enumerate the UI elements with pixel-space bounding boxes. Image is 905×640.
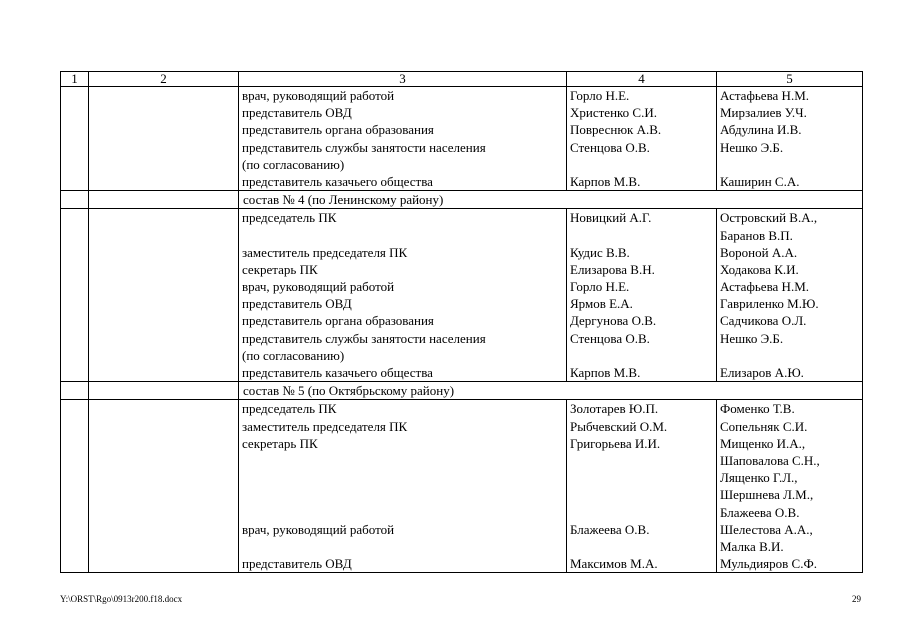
- role-cell: [239, 209, 567, 382]
- section-empty-cell: [89, 382, 239, 400]
- role-line: представитель ОВД: [242, 105, 352, 121]
- member-cell: [567, 400, 717, 573]
- deputy-line: Елизаров А.Ю.: [720, 365, 804, 381]
- empty-cell: [89, 87, 239, 191]
- deputy-line: Вороной А.А.: [720, 244, 798, 260]
- number-cell: [61, 209, 89, 382]
- deputy-line: Лященко Г.Л.,: [720, 470, 798, 486]
- role-line: представитель службы занятости населения: [242, 139, 486, 155]
- role-line: [242, 504, 563, 521]
- role-line: представитель ОВД: [242, 296, 352, 312]
- section-num-cell: [61, 191, 89, 209]
- deputy-line: Нешко Э.Б.: [720, 330, 784, 346]
- member-line: Максимов М.А.: [570, 556, 658, 572]
- role-line: [242, 538, 563, 555]
- role-line: врач, руководящий работой: [242, 279, 395, 295]
- role-line: секретарь ПК: [242, 435, 318, 451]
- member-line: [570, 227, 713, 244]
- member-line: Стенцова О.В.: [570, 330, 650, 346]
- role-line: председатель ПК: [242, 210, 337, 226]
- member-line: Карпов М.В.: [570, 173, 641, 189]
- role-line: (по согласованию): [242, 347, 345, 363]
- member-line: Григорьева И.И.: [570, 435, 661, 451]
- member-line: Елизарова В.Н.: [570, 261, 655, 277]
- role-line: врач, руководящий работой: [242, 88, 395, 103]
- deputy-line: Шаповалова С.Н.,: [720, 452, 820, 468]
- deputy-line: Абдулина И.В.: [720, 122, 802, 138]
- role-line: [242, 469, 563, 486]
- footer-file-path: Y:\ORST\Rgo\0913r200.f18.docx: [60, 594, 183, 604]
- header-row: [61, 72, 863, 87]
- role-line: заместитель председателя ПК: [242, 244, 408, 260]
- role-line: представитель органа образования: [242, 313, 434, 329]
- member-cell: [567, 209, 717, 382]
- role-line: секретарь ПК: [242, 261, 318, 277]
- role-line: врач, руководящий работой: [242, 521, 395, 537]
- role-line: (по согласованию): [242, 156, 345, 172]
- member-line: Новицкий А.Г.: [570, 210, 652, 226]
- section-num-cell: [61, 382, 89, 400]
- deputy-line: [720, 347, 859, 364]
- role-line: представитель ОВД: [242, 556, 352, 572]
- member-line: Блажеева О.В.: [570, 521, 650, 537]
- deputy-line: Мульдияров С.Ф.: [720, 556, 817, 572]
- deputy-line: Ходакова К.И.: [720, 261, 799, 277]
- deputy-cell: [717, 400, 863, 573]
- deputy-line: Блажеева О.В.: [720, 504, 800, 520]
- commission-block-row: [61, 209, 863, 382]
- member-line: [570, 469, 713, 486]
- role-line: заместитель председателя ПК: [242, 418, 408, 434]
- role-cell: [239, 87, 567, 191]
- member-line: [570, 504, 713, 521]
- deputy-line: Малка В.И.: [720, 538, 784, 554]
- header-cell-5: 5: [717, 72, 863, 87]
- section-row: [61, 191, 863, 209]
- deputy-line: Мищенко И.А.,: [720, 435, 806, 451]
- section-row: [61, 382, 863, 400]
- role-line: председатель ПК: [242, 401, 337, 417]
- member-line: Горло Н.Е.: [570, 88, 630, 103]
- member-line: [570, 538, 713, 555]
- member-line: Карпов М.В.: [570, 365, 641, 381]
- role-line: [242, 452, 563, 469]
- member-line: Повреснюк А.В.: [570, 122, 662, 138]
- deputy-cell: [717, 209, 863, 382]
- deputy-line: [720, 156, 859, 173]
- section-title: состав № 5 (по Октябрьскому району): [239, 382, 863, 400]
- deputy-line: Островский В.А.,: [720, 210, 818, 226]
- header-cell-3: 3: [239, 72, 567, 87]
- footer-page-number: 29: [852, 594, 861, 604]
- deputy-line: Баранов В.П.: [720, 227, 793, 243]
- role-line: представитель органа образования: [242, 122, 434, 138]
- deputy-line: Садчикова О.Л.: [720, 313, 807, 329]
- role-line: [242, 486, 563, 503]
- deputy-line: Шершнева Л.М.,: [720, 487, 814, 503]
- header-cell-4: 4: [567, 72, 717, 87]
- deputy-line: Астафьева Н.М.: [720, 279, 810, 295]
- member-line: Христенко С.И.: [570, 105, 657, 121]
- number-cell: [61, 400, 89, 573]
- member-cell: [567, 87, 717, 191]
- role-line: представитель службы занятости населения: [242, 330, 486, 346]
- member-line: Дергунова О.В.: [570, 313, 657, 329]
- number-cell: [61, 87, 89, 191]
- section-empty-cell: [89, 191, 239, 209]
- role-line: [242, 227, 563, 244]
- table-body: [61, 72, 863, 573]
- section-title: состав № 4 (по Ленинскому району): [239, 191, 863, 209]
- member-line: [570, 486, 713, 503]
- role-line: представитель казачьего общества: [242, 173, 433, 189]
- commission-table: [60, 71, 863, 573]
- deputy-line: Гавриленко М.Ю.: [720, 296, 819, 312]
- deputy-line: Каширин С.А.: [720, 173, 800, 189]
- member-line: Кудис В.В.: [570, 244, 630, 260]
- role-cell: [239, 400, 567, 573]
- member-line: Ярмов Е.А.: [570, 296, 633, 312]
- member-line: Стенцова О.В.: [570, 139, 650, 155]
- deputy-line: Мирзалиев У.Ч.: [720, 105, 807, 121]
- empty-cell: [89, 400, 239, 573]
- member-line: Рыбчевский О.М.: [570, 418, 668, 434]
- deputy-line: Сопельняк С.И.: [720, 418, 808, 434]
- member-line: [570, 347, 713, 364]
- commission-block-row: [61, 400, 863, 573]
- role-line: представитель казачьего общества: [242, 365, 433, 381]
- deputy-line: Нешко Э.Б.: [720, 139, 784, 155]
- member-line: [570, 452, 713, 469]
- header-cell-2: 2: [89, 72, 239, 87]
- deputy-line: Астафьева Н.М.: [720, 88, 810, 103]
- commission-block-row: [61, 87, 863, 191]
- deputy-line: Шелестова А.А.,: [720, 521, 813, 537]
- member-line: Золотарев Ю.П.: [570, 401, 659, 417]
- member-line: [570, 156, 713, 173]
- member-line: Горло Н.Е.: [570, 279, 630, 295]
- empty-cell: [89, 209, 239, 382]
- deputy-cell: [717, 87, 863, 191]
- deputy-line: Фоменко Т.В.: [720, 401, 795, 417]
- header-cell-1: 1: [61, 72, 89, 87]
